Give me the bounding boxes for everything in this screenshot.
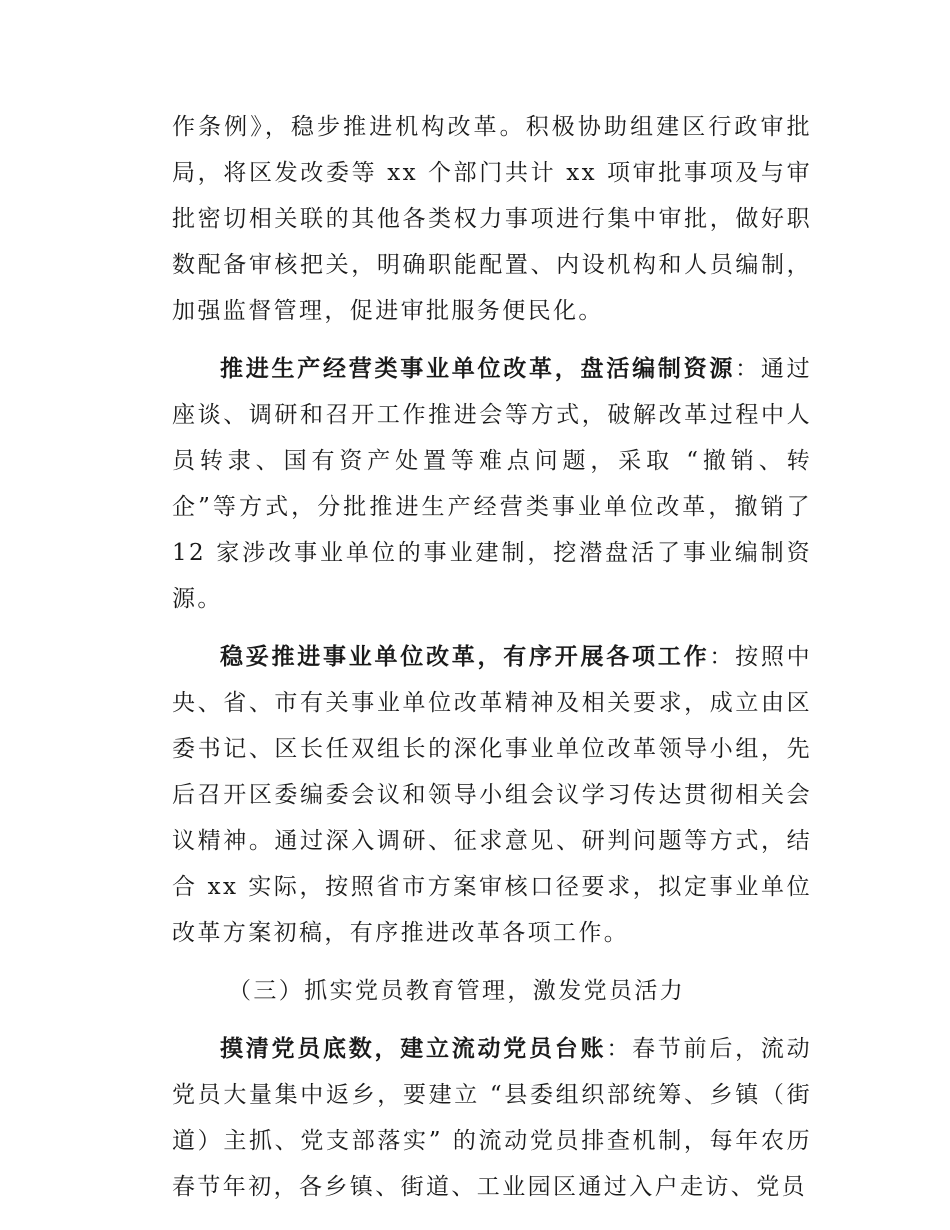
paragraph-lead: 稳妥推进事业单位改革，有序开展各项工作 bbox=[220, 643, 710, 670]
section-heading bbox=[172, 968, 812, 1014]
paragraph-lead: 推进生产经营类事业单位改革，盘活编制资源 bbox=[220, 355, 736, 382]
paragraph-production-units bbox=[172, 346, 812, 622]
paragraph-text: ：按照中央、省、市有关事业单位改革精神及相关要求，成立由区委书记、区长任双组长的深化事业单位改革领导小组，先后召开区委编委会议和领导小组会议学习传达贯彻相关会议精神。通过深入调研、征求意见、研判问题等方式，结合 xx 实际，按照省市方案审核口径要求，拟定事业单位改革方案初稿，有序推进改革各项工作。 bbox=[172, 644, 812, 946]
paragraph-party-members bbox=[172, 1026, 812, 1210]
paragraph-lead: 摸清党员底数，建立流动党员台账 bbox=[220, 1035, 607, 1062]
paragraph-institution-reform bbox=[172, 104, 812, 334]
section-heading-text: （三）抓实党员教育管理，激发党员活力 bbox=[228, 978, 686, 1004]
paragraph-text: ：春节前后，流动党员大量集中返乡，要建立 “县委组织部统筹、乡镇（街道）主抓、党支部落实” 的流动党员排查机制，每年农历春节年初，各乡镇、街道、工业园区通过入户走访、党员 bbox=[172, 1036, 813, 1200]
paragraph-text: ：通过座谈、调研和召开工作推进会等方式，破解改革过程中人员转隶、国有资产处置等难点问题，采取 “撤销、转企”等方式，分批推进生产经营类事业单位改革，撤销了 12 家涉改事业单位的事业建制，挖潜盘活了事业编制资源。 bbox=[172, 356, 813, 612]
document-body bbox=[172, 104, 812, 1210]
paragraph-public-institution-reform bbox=[172, 634, 812, 956]
paragraph-text: 作条例》，稳步推进机构改革。积极协助组建区行政审批局，将区发改委等 xx 个部门共计 xx 项审批事项及与审批密切相关联的其他各类权力事项进行集中审批，做好职数配备审核把关，明确职能配置、内设机构和人员编制，加强监督管理，促进审批服务便民化。 bbox=[172, 114, 812, 324]
